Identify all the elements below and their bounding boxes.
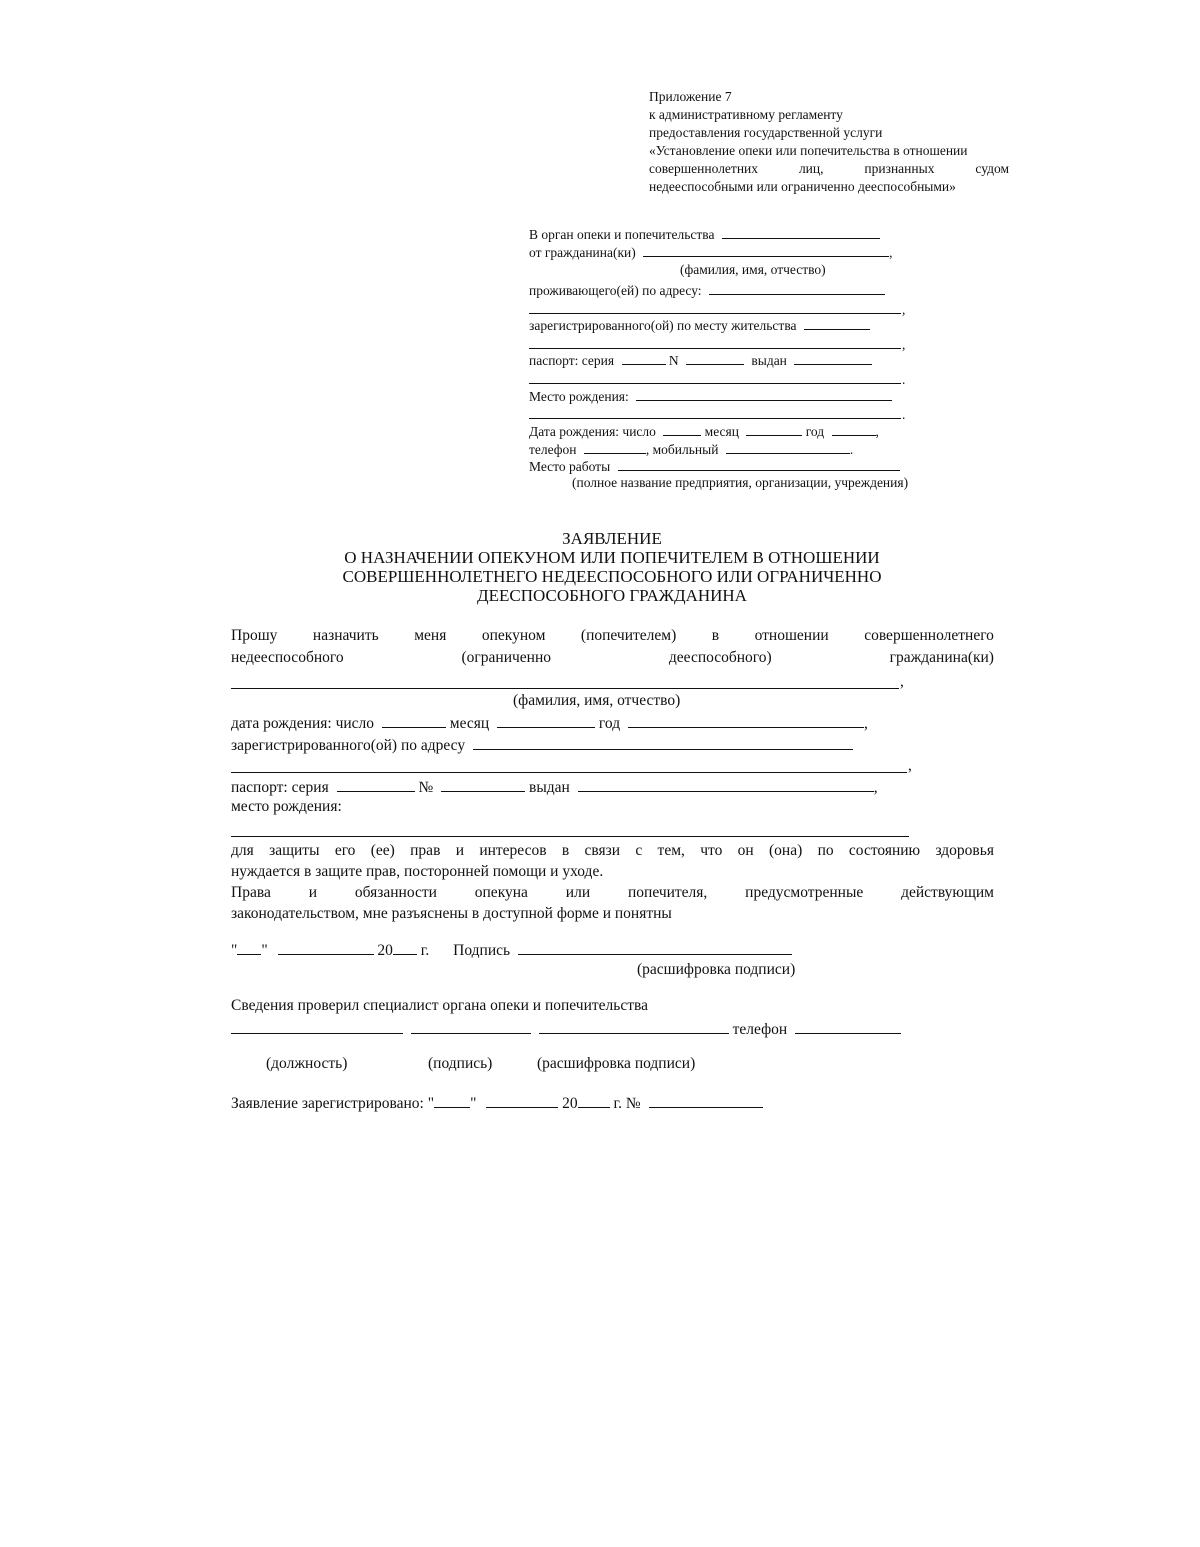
protection-word: (она) <box>769 842 803 859</box>
registered-row <box>529 316 870 334</box>
reg-number-label: г. № <box>613 1095 641 1112</box>
ward-birthplace-field[interactable] <box>231 836 909 837</box>
passport-issued-field[interactable] <box>794 351 872 365</box>
request-word: (ограниченно <box>461 649 552 666</box>
passport-row <box>529 351 872 369</box>
appendix-line: «Установление опеки или попечительства в отношении <box>649 143 968 158</box>
birthdate-label: Дата рождения: число <box>529 424 656 439</box>
rights-word: действующим <box>901 884 994 901</box>
appendix-line: Приложение 7 <box>649 89 732 104</box>
request-word: (попечителем) <box>580 627 677 644</box>
fio-caption: (фамилия, имя, отчество) <box>680 262 826 277</box>
registered-label: зарегистрированного(ой) по месту жительства <box>529 318 797 333</box>
phone-field[interactable] <box>584 440 646 454</box>
appendix-block <box>649 88 1009 196</box>
month-label: месяц <box>704 424 739 439</box>
verifier-position-field[interactable] <box>231 1019 403 1034</box>
request-word: Прошу <box>231 627 278 644</box>
reg-day-field[interactable] <box>434 1093 470 1108</box>
request-word: недееспособного <box>231 649 344 666</box>
birth-year-field[interactable] <box>832 422 876 436</box>
protection-word: с <box>635 842 643 859</box>
reg-year-field[interactable] <box>578 1093 610 1108</box>
signature-field[interactable] <box>518 940 792 955</box>
workplace-row <box>529 457 900 475</box>
date-month-field[interactable] <box>278 940 374 955</box>
protection-word: защиты <box>269 842 320 859</box>
verifier-row <box>231 1019 901 1039</box>
caption-position: (должность) <box>266 1055 348 1072</box>
caption-decode: (расшифровка подписи) <box>537 1055 696 1072</box>
quote-mark: " <box>231 942 238 959</box>
ward-passport-no-label: № <box>418 779 434 796</box>
ward-passport-issued-label: выдан <box>529 779 570 796</box>
appendix-word: совершеннолетних <box>649 161 759 176</box>
date-year-field[interactable] <box>393 940 417 955</box>
request-word: совершеннолетнего <box>864 627 994 644</box>
protection-line-2: нуждается в защите прав, посторонней помощи и уходе. <box>231 863 604 880</box>
protection-word: и <box>455 842 464 859</box>
signature-label: Подпись <box>453 942 511 959</box>
verifier-phone-label: телефон <box>732 1021 788 1038</box>
ward-fio-caption: (фамилия, имя, отчество) <box>513 692 681 709</box>
citizen-name-field[interactable] <box>643 243 889 257</box>
workplace-caption: (полное название предприятия, организации, учреждения) <box>572 475 909 490</box>
request-word: опекуном <box>481 627 546 644</box>
authority-field[interactable] <box>722 225 880 239</box>
protection-word: он <box>737 842 754 859</box>
ward-passport-series-field[interactable] <box>337 777 415 792</box>
registered-field[interactable] <box>804 316 870 330</box>
residing-address-field[interactable] <box>709 281 885 295</box>
ward-address-label: зарегистрированного(ой) по адресу <box>231 737 466 754</box>
phone-row: телефон , мобильный . <box>529 442 854 457</box>
mobile-label: , мобильный <box>645 442 719 457</box>
birth-month-field[interactable] <box>746 422 802 436</box>
request-word: отношении <box>754 627 829 644</box>
rights-word: попечителя, <box>627 884 708 901</box>
ward-name-field[interactable] <box>231 688 899 689</box>
ward-passport-number-field[interactable] <box>441 777 525 792</box>
title-line: ДЕЕСПОСОБНОГО ГРАЖДАНИНА <box>477 586 747 605</box>
appendix-line <box>649 160 1009 178</box>
ward-birthdate-label: дата рождения: число <box>231 715 375 732</box>
protection-word: здоровья <box>935 842 994 859</box>
protection-word: интересов <box>479 842 547 859</box>
protection-word: (ее) <box>370 842 395 859</box>
ward-birth-month-field[interactable] <box>497 713 595 728</box>
ward-birthplace-label: место рождения: <box>231 798 342 815</box>
signature-caption: (расшифровка подписи) <box>637 961 796 978</box>
verifier-phone-field[interactable] <box>795 1019 901 1034</box>
request-word: гражданина(ки) <box>889 649 994 666</box>
quote-mark: " <box>261 942 268 959</box>
rights-word: и <box>308 884 317 901</box>
rights-word: предусмотренные <box>745 884 864 901</box>
ward-month-label: месяц <box>449 715 490 732</box>
workplace-label: Место работы <box>529 459 611 474</box>
birthdate-row: Дата рождения: число месяц год , <box>529 424 879 439</box>
appendix-line: к административному регламенту <box>649 107 843 122</box>
residing-row <box>529 281 885 299</box>
quote-mark: " <box>470 1095 477 1112</box>
to-authority-label: В орган опеки и попечительства <box>529 227 715 242</box>
protection-word: связи <box>584 842 621 859</box>
verifier-signature-field[interactable] <box>411 1019 531 1034</box>
rights-line-2: законодательством, мне разъяснены в доступной форме и понятны <box>231 905 672 922</box>
rights-line-1 <box>231 884 994 902</box>
birthplace-label: Место рождения: <box>529 389 629 404</box>
registration-row <box>231 1093 763 1113</box>
protection-line-1 <box>231 842 994 860</box>
registered-field-2[interactable] <box>529 348 901 349</box>
passport-series-label: паспорт: серия <box>529 353 615 368</box>
reg-number-field[interactable] <box>649 1093 763 1108</box>
birthplace-field-2[interactable] <box>529 418 901 419</box>
verifier-name-field[interactable] <box>539 1019 729 1034</box>
date-signature-row <box>231 940 792 960</box>
passport-number-field[interactable] <box>686 351 744 365</box>
year-prefix: 20 <box>562 1095 578 1112</box>
protection-word: для <box>231 842 254 859</box>
passport-series-field[interactable] <box>622 351 666 365</box>
to-authority-row <box>529 225 880 243</box>
ward-address-row <box>231 735 853 755</box>
title-line: СОВЕРШЕННОЛЕТНЕГО НЕДЕЕСПОСОБНОГО ИЛИ ОГРАНИЧЕННО <box>342 567 882 586</box>
rights-word: или <box>565 884 591 901</box>
title-line: ЗАЯВЛЕНИЕ <box>562 529 662 548</box>
verified-label: Сведения проверил специалист органа опеки и попечительства <box>231 997 648 1014</box>
year-prefix: 20 <box>377 942 393 959</box>
from-citizen-row: от гражданина(ки) , <box>529 245 893 260</box>
protection-word: тем, <box>657 842 685 859</box>
title-line: О НАЗНАЧЕНИИ ОПЕКУНОМ ИЛИ ПОПЕЧИТЕЛЕМ В ОТНОШЕНИИ <box>344 548 880 567</box>
request-word: дееспособного) <box>668 649 772 666</box>
request-line-1 <box>231 627 994 645</box>
document-title <box>0 529 1200 605</box>
protection-word: прав <box>410 842 441 859</box>
phone-label: телефон <box>529 442 577 457</box>
rights-word: Права <box>231 884 271 901</box>
protection-word: в <box>561 842 570 859</box>
ward-birthdate-row: дата рождения: число месяц год , <box>231 715 868 732</box>
ward-address-field[interactable] <box>473 735 853 750</box>
ward-birth-day-field[interactable] <box>382 713 446 728</box>
from-citizen-label: от гражданина(ки) <box>529 245 636 260</box>
ward-address-field-2[interactable] <box>231 772 907 773</box>
reg-month-field[interactable] <box>486 1093 558 1108</box>
caption-signature: (подпись) <box>428 1055 493 1072</box>
birthplace-field[interactable] <box>636 387 892 401</box>
passport-issued-label: выдан <box>751 353 787 368</box>
appendix-line: недееспособными или ограниченно дееспособными» <box>649 179 956 194</box>
residing-label: проживающего(ей) по адресу: <box>529 283 702 298</box>
workplace-field[interactable] <box>618 457 900 471</box>
appendix-line: предоставления государственной услуги <box>649 125 883 140</box>
ward-passport-series-label: паспорт: серия <box>231 779 329 796</box>
rights-word: опекуна <box>474 884 528 901</box>
protection-word: его <box>334 842 356 859</box>
year-suffix: г. <box>420 942 430 959</box>
appendix-word: лиц, <box>798 161 824 176</box>
ward-year-label: год <box>598 715 621 732</box>
registration-label: Заявление зарегистрировано: " <box>231 1095 435 1112</box>
request-word: в <box>711 627 720 644</box>
protection-word: состоянию <box>848 842 921 859</box>
residing-address-field-2[interactable] <box>529 313 901 314</box>
birth-day-field[interactable] <box>663 422 701 436</box>
ward-passport-issued-field[interactable] <box>578 777 874 792</box>
passport-n-label: N <box>668 353 679 368</box>
request-line-2 <box>231 649 994 667</box>
ward-birth-year-field[interactable] <box>628 713 864 728</box>
appendix-word: признанных <box>864 161 935 176</box>
protection-word: что <box>700 842 723 859</box>
ward-passport-row: паспорт: серия № выдан , <box>231 779 878 796</box>
request-word: назначить <box>312 627 379 644</box>
year-label: год <box>805 424 825 439</box>
request-word: меня <box>414 627 447 644</box>
protection-word: по <box>817 842 834 859</box>
appendix-word: судом <box>975 161 1009 176</box>
rights-word: обязанности <box>354 884 437 901</box>
date-day-field[interactable] <box>237 940 261 955</box>
mobile-field[interactable] <box>726 440 850 454</box>
birthplace-row <box>529 387 892 405</box>
passport-issued-field-2[interactable] <box>529 383 901 384</box>
